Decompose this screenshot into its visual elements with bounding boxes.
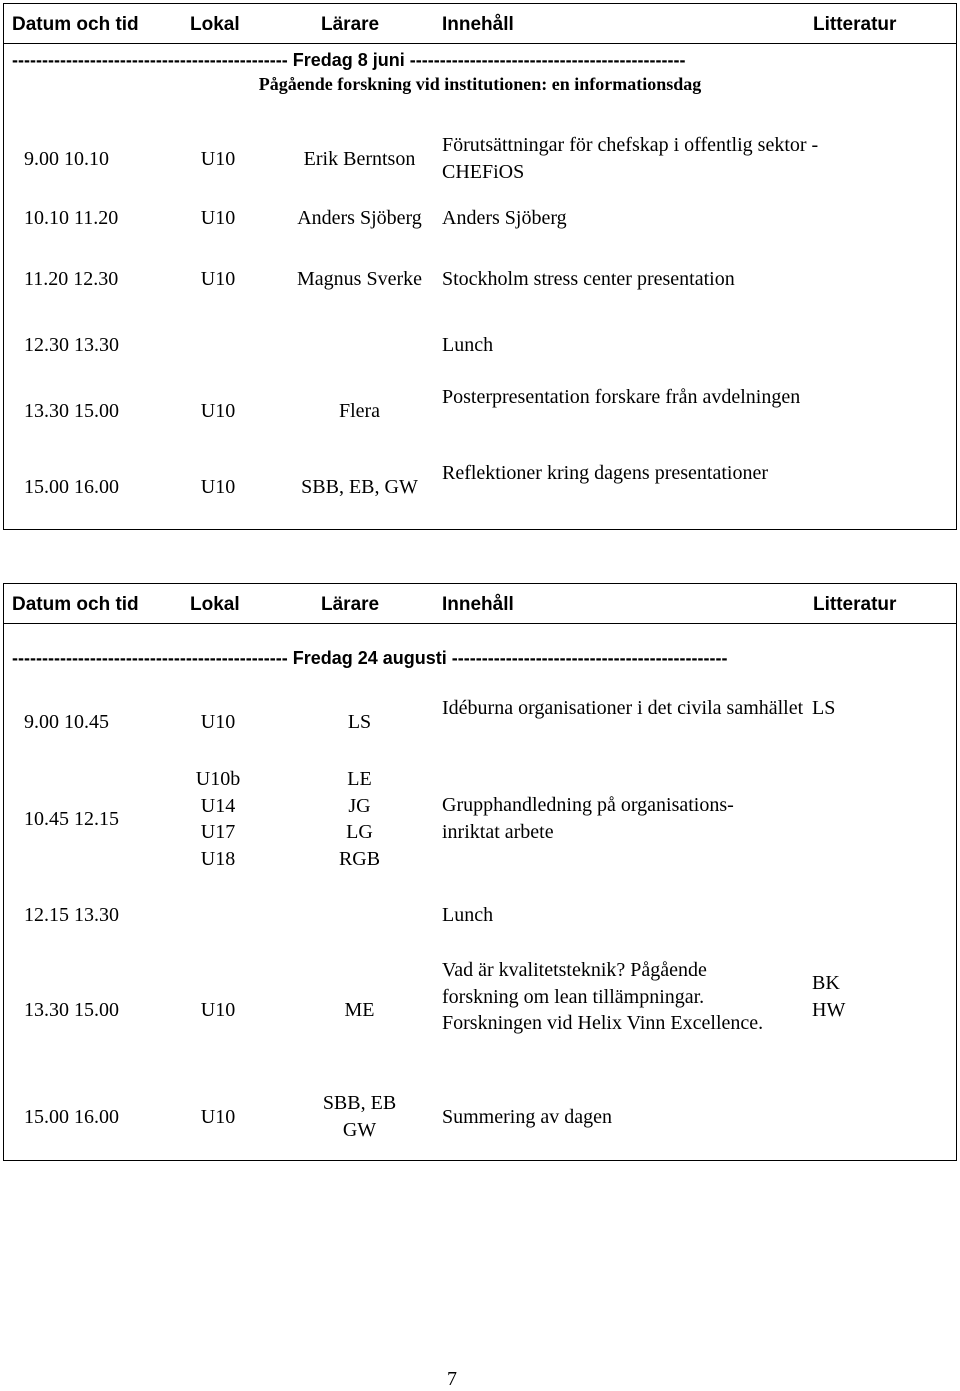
table-header (4, 4, 956, 44)
row-room: U10 (200, 268, 236, 290)
row-content: Posterpresentation forskare från avdelningen (442, 386, 801, 408)
header-larare: Lärare (321, 594, 380, 615)
row-room: U10 (200, 148, 236, 170)
header-datum: Datum och tid (12, 594, 139, 615)
header-lokal: Lokal (190, 14, 240, 35)
row-content: Lunch (442, 904, 494, 926)
header-innehall: Innehåll (442, 14, 514, 35)
row-teacher: SBB, EB, GW (301, 476, 418, 498)
table-header (4, 584, 956, 624)
page-number: 7 (447, 1368, 457, 1390)
row-room: U10 (200, 1106, 236, 1128)
row-room: U10 (200, 476, 236, 498)
row-time: 9.00 10.10 (24, 148, 109, 170)
row-teacher: Erik Berntson (303, 148, 416, 170)
header-lokal: Lokal (190, 594, 240, 615)
row-time: 12.30 13.30 (24, 334, 119, 356)
row-literature: LS (812, 697, 836, 719)
day-title: ---------------------------------------------- Fredag 24 augusti ---------------------------------------------- (12, 648, 728, 668)
row-room: U10 (200, 400, 236, 422)
day-subtitle: Pågående forskning vid institutionen: en informationsdag (258, 74, 702, 94)
header-innehall: Innehåll (442, 594, 514, 615)
row-teacher: SBB, EB GW (322, 1092, 397, 1141)
header-litteratur: Litteratur (813, 594, 897, 615)
row-time: 9.00 10.45 (24, 711, 109, 733)
row-room: U10 (200, 999, 236, 1021)
row-time: 12.15 13.30 (24, 904, 119, 926)
row-time: 10.10 11.20 (24, 207, 119, 229)
row-content: Reflektioner kring dagens presentationer (442, 462, 768, 484)
row-teacher: ME (344, 999, 375, 1021)
row-time: 13.30 15.00 (24, 999, 119, 1021)
schedule-table-june-8 (3, 3, 957, 530)
row-teacher: Magnus Sverke (297, 268, 422, 290)
header-datum: Datum och tid (12, 14, 139, 35)
row-content: Summering av dagen (442, 1106, 612, 1128)
row-content: Anders Sjöberg (442, 207, 567, 229)
day-title: ---------------------------------------------- Fredag 8 juni ---------------------------------------------- (12, 50, 686, 70)
row-time: 15.00 16.00 (24, 1106, 119, 1128)
row-literature: BK HW (812, 972, 846, 1021)
row-content: Stockholm stress center presentation (442, 268, 735, 290)
row-teacher: LS (347, 711, 372, 733)
row-room: U10 (200, 207, 236, 229)
row-content: Lunch (442, 334, 494, 356)
row-teacher: Flera (338, 400, 381, 422)
row-room: U10b U14 U17 U18 (195, 768, 241, 870)
header-larare: Lärare (321, 14, 380, 35)
header-litteratur: Litteratur (813, 14, 897, 35)
row-content: Grupphandledning på organisations- inriktat arbete (442, 794, 734, 843)
schedule-table-august-24 (3, 583, 957, 1161)
row-time: 11.20 12.30 (24, 268, 119, 290)
row-time: 13.30 15.00 (24, 400, 119, 422)
row-teacher: Anders Sjöberg (297, 207, 422, 229)
row-content: Vad är kvalitetsteknik? Pågående forskning om lean tillämpningar. Forskningen vid Helix Vinn Excellence. (442, 959, 764, 1034)
row-teacher: LE JG LG RGB (338, 768, 381, 870)
row-content: Förutsättningar för chefskap i offentlig sektor - CHEFiOS (442, 134, 819, 183)
row-content: Idéburna organisationer i det civila samhället (442, 697, 804, 719)
row-room: U10 (200, 711, 236, 733)
row-time: 15.00 16.00 (24, 476, 119, 498)
row-time: 10.45 12.15 (24, 808, 119, 830)
